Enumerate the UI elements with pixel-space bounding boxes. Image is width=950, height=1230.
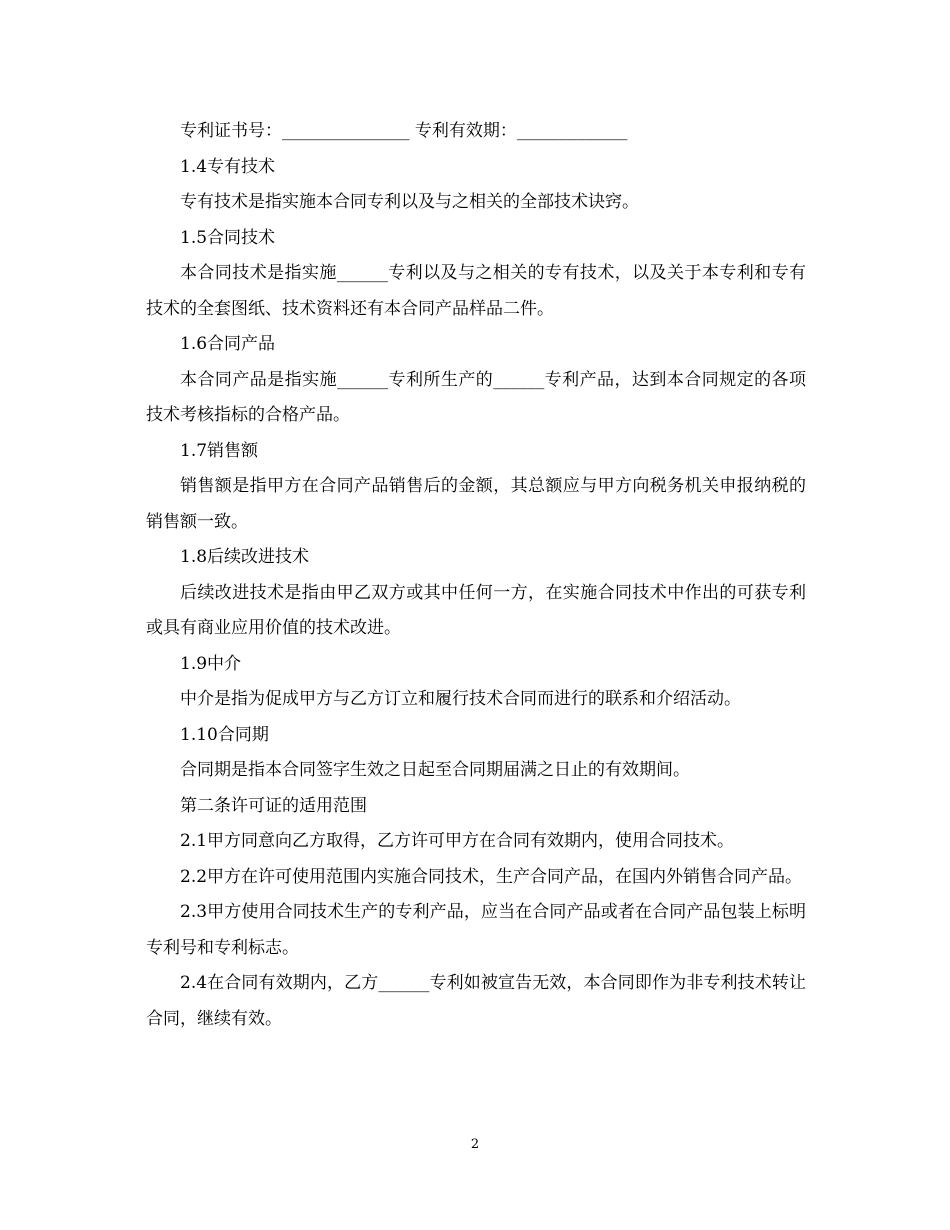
- section-heading-1-4: 1.4专有技术: [180, 156, 276, 177]
- paragraph-2-3: 2.3甲方使用合同技术生产的专利产品，应当在合同产品或者在合同产品包装上标明专利号和专利标志。: [146, 902, 806, 958]
- paragraph-sales-amount: 销售额是指甲方在合同产品销售后的金额，其总额应与甲方向税务机关申报纳税的销售额一致。: [146, 476, 806, 532]
- paragraph-2-1: 2.1甲方同意向乙方取得，乙方许可甲方在合同有效期内，使用合同技术。: [180, 831, 735, 851]
- paragraph-contract-period: 合同期是指本合同签字生效之日起至合同期届满之日止的有效期间。: [180, 760, 690, 780]
- paragraph-improvement-technology: 后续改进技术是指由甲乙双方或其中任何一方，在实施合同技术中作出的可获专利或具有商业应用价值的技术改进。: [146, 582, 806, 638]
- page-number: 2: [470, 1137, 480, 1152]
- section-heading-1-6: 1.6合同产品: [180, 334, 276, 354]
- article-two-heading: 第二条许可证的适用范围: [180, 795, 367, 816]
- section-heading-1-9: 1.9中介: [180, 653, 242, 674]
- section-heading-1-5: 1.5合同技术: [180, 227, 276, 248]
- paragraph-know-how: 专有技术是指实施本合同专利以及与之相关的全部技术诀窍。: [180, 192, 639, 212]
- patent-certificate-line: 专利证书号：_______________ 专利有效期：_____________: [180, 121, 628, 141]
- document-body: [146, 114, 806, 1037]
- paragraph-2-2: 2.2甲方在许可使用范围内实施合同技术，生产合同产品，在国内外销售合同产品。: [180, 866, 803, 887]
- section-heading-1-8: 1.8后续改进技术: [180, 547, 310, 567]
- paragraph-contract-technology: 本合同技术是指实施______专利以及与之相关的专有技术，以及关于本专利和专有技术的全套图纸、技术资料还有本合同产品样品二件。: [146, 263, 806, 319]
- section-heading-1-10: 1.10合同期: [180, 724, 269, 745]
- section-heading-1-7: 1.7销售额: [180, 440, 259, 461]
- paragraph-intermediary: 中介是指为促成甲方与乙方订立和履行技术合同而进行的联系和介绍活动。: [180, 689, 741, 709]
- paragraph-2-4: 2.4在合同有效期内，乙方______专利如被宣告无效，本合同即作为非专利技术转让合同，继续有效。: [146, 973, 806, 1029]
- paragraph-contract-product: 本合同产品是指实施______专利所生产的______专利产品，达到本合同规定的各项技术考核指标的合格产品。: [146, 369, 806, 425]
